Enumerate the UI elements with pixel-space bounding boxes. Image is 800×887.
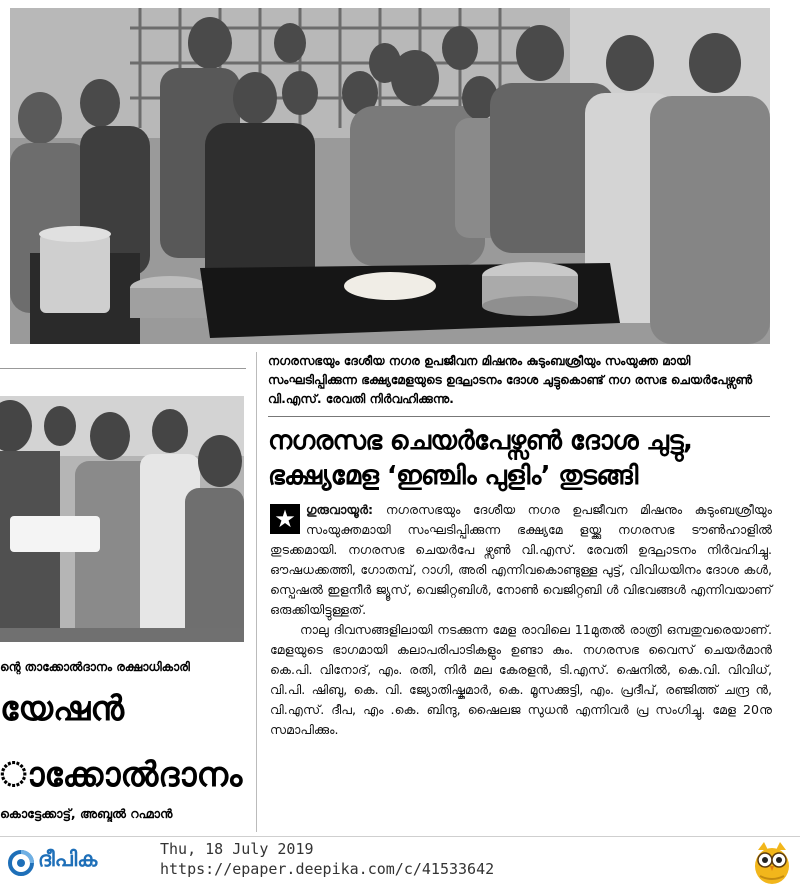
column-separator <box>256 352 257 832</box>
article-paragraph-1-text: നഗരസഭയും ദേശീയ നഗര ഉപജീവന മിഷനും കുടുംബശ്രീയും സംയുക്തമായി സംഘടിപ്പിക്കുന്ന ഭക്ഷ്യമേ ളയ്ക്കു നഗരസഭ ടൗൺഹാളിൽ തുടക്കമായി. നഗരസഭ ചെയർപേ ഴ്സൺ വി.എസ്. രേവതി ഉദ്ഘാടനം നിർവഹിച്ചു. ഔഷധക്കത്തി, ഗോതമ്പ്, റാഗി, അരി എന്നിവകൊണ്ടുള്ള പുട്ട്, വിവിധയിനം ദോശ കൾ, സ്പെഷൽ ഇളനീർ ജ്യൂസ്, വെജിറ്റബിൾ, നോൺ വെജിറ്റബി ൾ വിഭവങ്ങൾ എന്നിവയാണ് ഒരുക്കിയിട്ടുള്ളത്. <box>270 502 772 617</box>
left-column-caption: ന്റെ താക്കോൽദാനം രക്ഷാധികാരി <box>0 660 190 674</box>
article-dateline: ഗുരുവായൂർ: <box>306 502 386 517</box>
owl-icon[interactable] <box>752 838 792 886</box>
article-headline <box>268 424 773 494</box>
deepika-logo[interactable] <box>8 844 148 882</box>
article-paragraph-2: നാലു ദിവസങ്ങളിലായി നടക്കുന്ന മേള രാവിലെ 11മുതൽ രാത്രി ഒമ്പതുവരെയാണ്. മേളയുടെ ഭാഗമായി കലാപരിപാടികളും ഉണ്ടാ കും. നഗരസഭ വൈസ് ചെയർമാൻ കെ.പി. വിനോദ്, എം. രതി, നിർ മല കേരളൻ, ടി.എസ്. ഷെനിൽ, കെ.വി. വിവിധ്, വി.പി. ഷിബു, കെ. വി. ജ്യോതിഷ്കുമാർ, കെ. മൂസക്കുട്ടി, എം. പ്രദീപ്, രഞ്ജിത്ത് ചന്ദ്ര ൻ, വി.എസ്. ദീപ, എം .കെ. ബിന്ദു, ഷൈലജ സുധൻ എന്നിവർ പ്ര സംഗിച്ചു. മേള 20നു സമാപിക്കും. <box>270 622 772 737</box>
footer-bar <box>0 838 800 887</box>
logo-brand-text: ദീപിക <box>38 847 98 871</box>
headline-line-2: ഭക്ഷ്യമേള ‘ഇഞ്ചിം പുളിം’ തുടങ്ങി <box>268 461 638 491</box>
left-column-divider <box>0 368 246 369</box>
logo-mark-icon <box>8 844 38 880</box>
left-column-byline: കൊട്ടേക്കാട്ട്, അബ്ദുൽ റഹ്മാൻ <box>0 806 173 821</box>
photo-caption: നഗരസഭയും ദേശീയ നഗര ഉപജീവന മിഷനും കുടുംബശ്രീയും സംയുക്ത മായി സംഘടിപ്പിക്കുന്ന ഭക്ഷ്യമേളയുടെ ഉദ്ഘാടനം ദോശ ചുട്ടുകൊണ്ട് നഗ രസഭ ചെയർപേഴ്സൺ വി.എസ്. രേവതി നിർവഹിക്കുന്നു. <box>268 354 753 406</box>
footer-divider <box>0 836 800 837</box>
left-column-photo <box>0 396 244 642</box>
headline-line-1: നഗരസഭ ചെയർപേഴ്സൺ ദോശ ചുട്ടു, <box>268 426 693 456</box>
caption-divider <box>268 416 770 417</box>
edition-date: Thu, 18 July 2019 <box>160 840 314 858</box>
left-column-headline-2: ാക്കോൽദാനം <box>0 755 243 795</box>
article-body <box>270 500 772 740</box>
main-news-photo <box>10 8 770 344</box>
article-paragraph-1 <box>270 500 772 620</box>
edition-url[interactable]: https://epaper.deepika.com/c/41533642 <box>160 860 495 878</box>
left-column-headline-1: യേഷൻ <box>0 689 125 729</box>
star-icon: ★ <box>270 504 300 534</box>
